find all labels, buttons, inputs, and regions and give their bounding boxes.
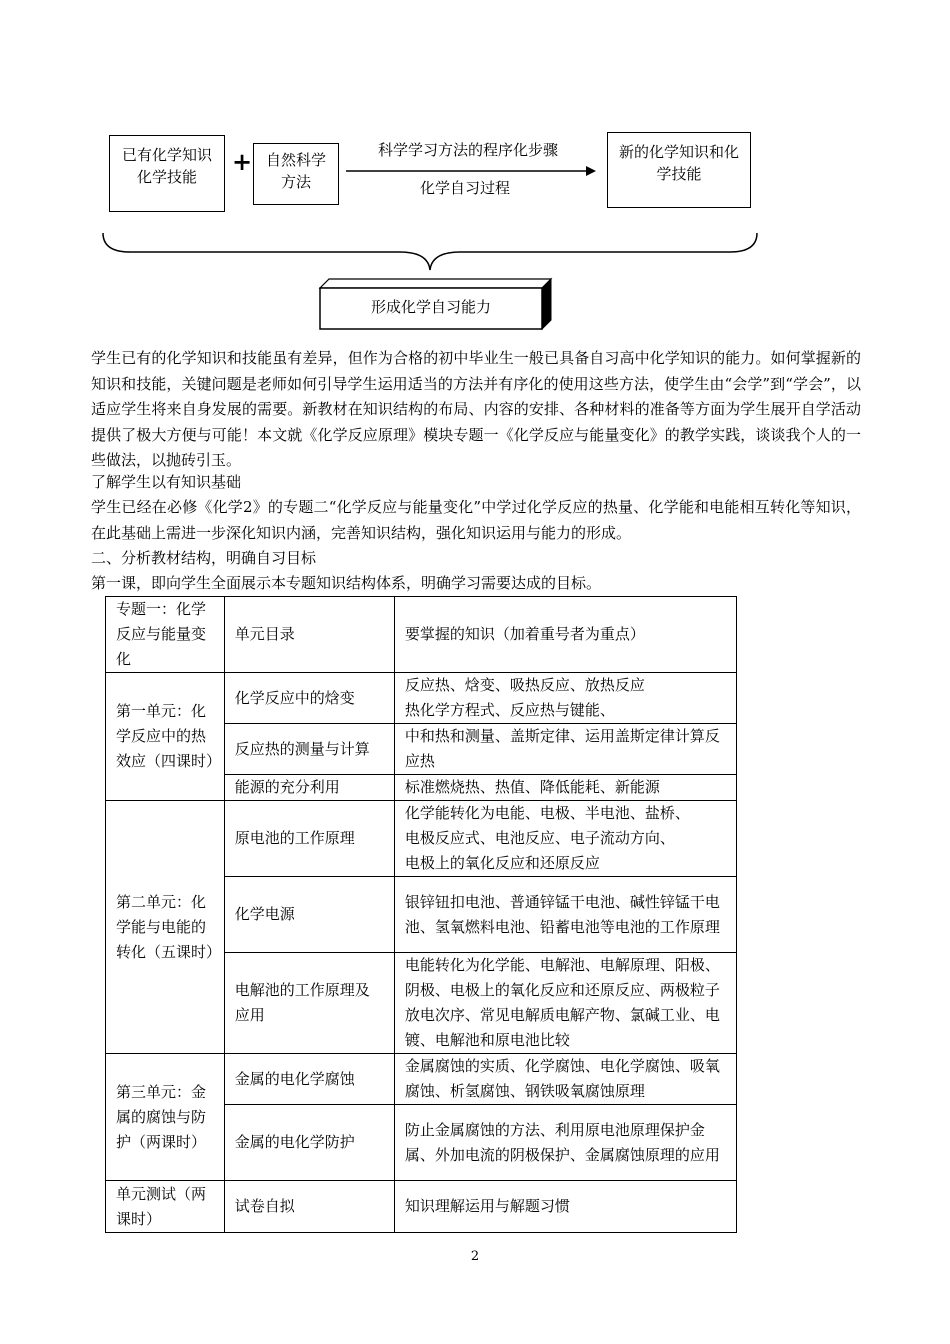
unit-2-cell: 第二单元：化学能与电能的转化（五课时）: [106, 801, 225, 1054]
curly-brace: [100, 230, 760, 274]
knowledge-cell: 知识理解运用与解题习惯: [394, 1181, 736, 1233]
page-number: 2: [470, 1249, 480, 1264]
knowledge-cell: 反应热、焓变、吸热反应、放热反应 热化学方程式、反应热与键能、: [394, 673, 736, 724]
new-knowledge-text: 新的化学知识和化学技能: [618, 143, 739, 183]
topic-cell: 电解池的工作原理及应用: [224, 953, 394, 1054]
table-row: [106, 673, 737, 724]
prior-knowledge-paragraph: 学生已经在必修《化学2》的专题二“化学反应与能量变化”中学过化学反应的热量、化学能和电能相互转化等知识，在此基础上需进一步深化知识内涵，完善知识结构，强化知识运用与能力的形成。: [91, 498, 861, 542]
scientific-method-text: 自然科学方法: [265, 151, 326, 191]
process-arrow: [346, 163, 598, 179]
knowledge-cell: 银锌钮扣电池、普通锌锰干电池、碱性锌锰干电池、氢氧燃料电池、铅蓄电池等电池的工作原理: [394, 877, 736, 953]
arrow-bottom-label: 化学自习过程: [420, 179, 511, 197]
intro-paragraph: 学生已有的化学知识和技能虽有差异，但作为合格的初中毕业生一般已具备自习高中化学知识的能力。如何掌握新的知识和技能，关键问题是老师如何引导学生运用适当的方法并有序化的使用这些方法，使学生由“会学”到“学会”，以适应学生将来自身发展的需要。新教材在知识结构的布局、内容的安排、各种材料的准备等方面为学生展开自学活动提供了极大方便与可能！本文就《化学反应原理》模块专题一《化学反应与能量变化》的教学实践，谈谈我个人的一些做法，以抛砖引玉。: [91, 349, 861, 469]
unit-plan-table: [105, 596, 737, 1233]
header-knowledge: 要掌握的知识（加着重号者为重点）: [394, 597, 736, 673]
arrow-top-label: 科学学习方法的程序化步骤: [378, 141, 559, 159]
topic-cell: 反应热的测量与计算: [224, 724, 394, 775]
knowledge-cell: 电能转化为化学能、电解池、电解原理、阳极、阴极、电极上的氧化反应和还原反应、两极粒子放电次序、常见电解质电解产物、氯碱工业、电镀、电解池和原电池比较: [394, 953, 736, 1054]
topic-cell: 能源的充分利用: [224, 775, 394, 801]
knowledge-cell: 标准燃烧热、热值、降低能耗、新能源: [394, 775, 736, 801]
topic-cell: 化学电源: [224, 877, 394, 953]
topic-cell: 金属的电化学腐蚀: [224, 1054, 394, 1105]
header-unit-directory: 单元目录: [224, 597, 394, 673]
topic-cell: 化学反应中的焓变: [224, 673, 394, 724]
topic-cell: 试卷自拟: [224, 1181, 394, 1233]
table-header-row: [106, 597, 737, 673]
unit-test-cell: 单元测试（两课时）: [106, 1181, 225, 1233]
topic-cell: 金属的电化学防护: [224, 1105, 394, 1181]
section-heading-2: 二、分析教材结构，明确自习目标: [91, 549, 317, 567]
new-knowledge-box: [607, 132, 751, 208]
table-row: [106, 801, 737, 877]
knowledge-cell: 化学能转化为电能、电极、半电池、盐桥、 电极反应式、电池反应、电子流动方向、 电极上的氧化反应和还原反应: [394, 801, 736, 877]
section-heading-1: 了解学生以有知识基础: [91, 473, 242, 491]
known-knowledge-box: [109, 135, 225, 212]
knowledge-cell: 防止金属腐蚀的方法、利用原电池原理保护金属、外加电流的阴极保护、金属腐蚀原理的应用: [394, 1105, 736, 1181]
result-text: 形成化学自习能力: [370, 298, 491, 316]
knowledge-cell: 中和热和测量、盖斯定律、运用盖斯定律计算反应热: [394, 724, 736, 775]
unit-3-cell: 第三单元：金属的腐蚀与防护（两课时）: [106, 1054, 225, 1181]
unit-1-cell: 第一单元：化学反应中的热效应（四课时）: [106, 673, 225, 801]
plus-sign: +: [232, 147, 253, 176]
topic-cell: 原电池的工作原理: [224, 801, 394, 877]
header-topic: 专题一：化学反应与能量变化: [106, 597, 225, 673]
scientific-method-box: [253, 143, 339, 205]
table-row: [106, 1054, 737, 1105]
known-knowledge-text: 已有化学知识化学技能: [121, 146, 212, 186]
knowledge-cell: 金属腐蚀的实质、化学腐蚀、电化学腐蚀、吸氧腐蚀、析氢腐蚀、钢铁吸氧腐蚀原理: [394, 1054, 736, 1105]
first-lesson-paragraph: 第一课，即向学生全面展示本专题知识结构体系，明确学习需要达成的目标。: [91, 574, 602, 592]
table-row: [106, 1181, 737, 1233]
